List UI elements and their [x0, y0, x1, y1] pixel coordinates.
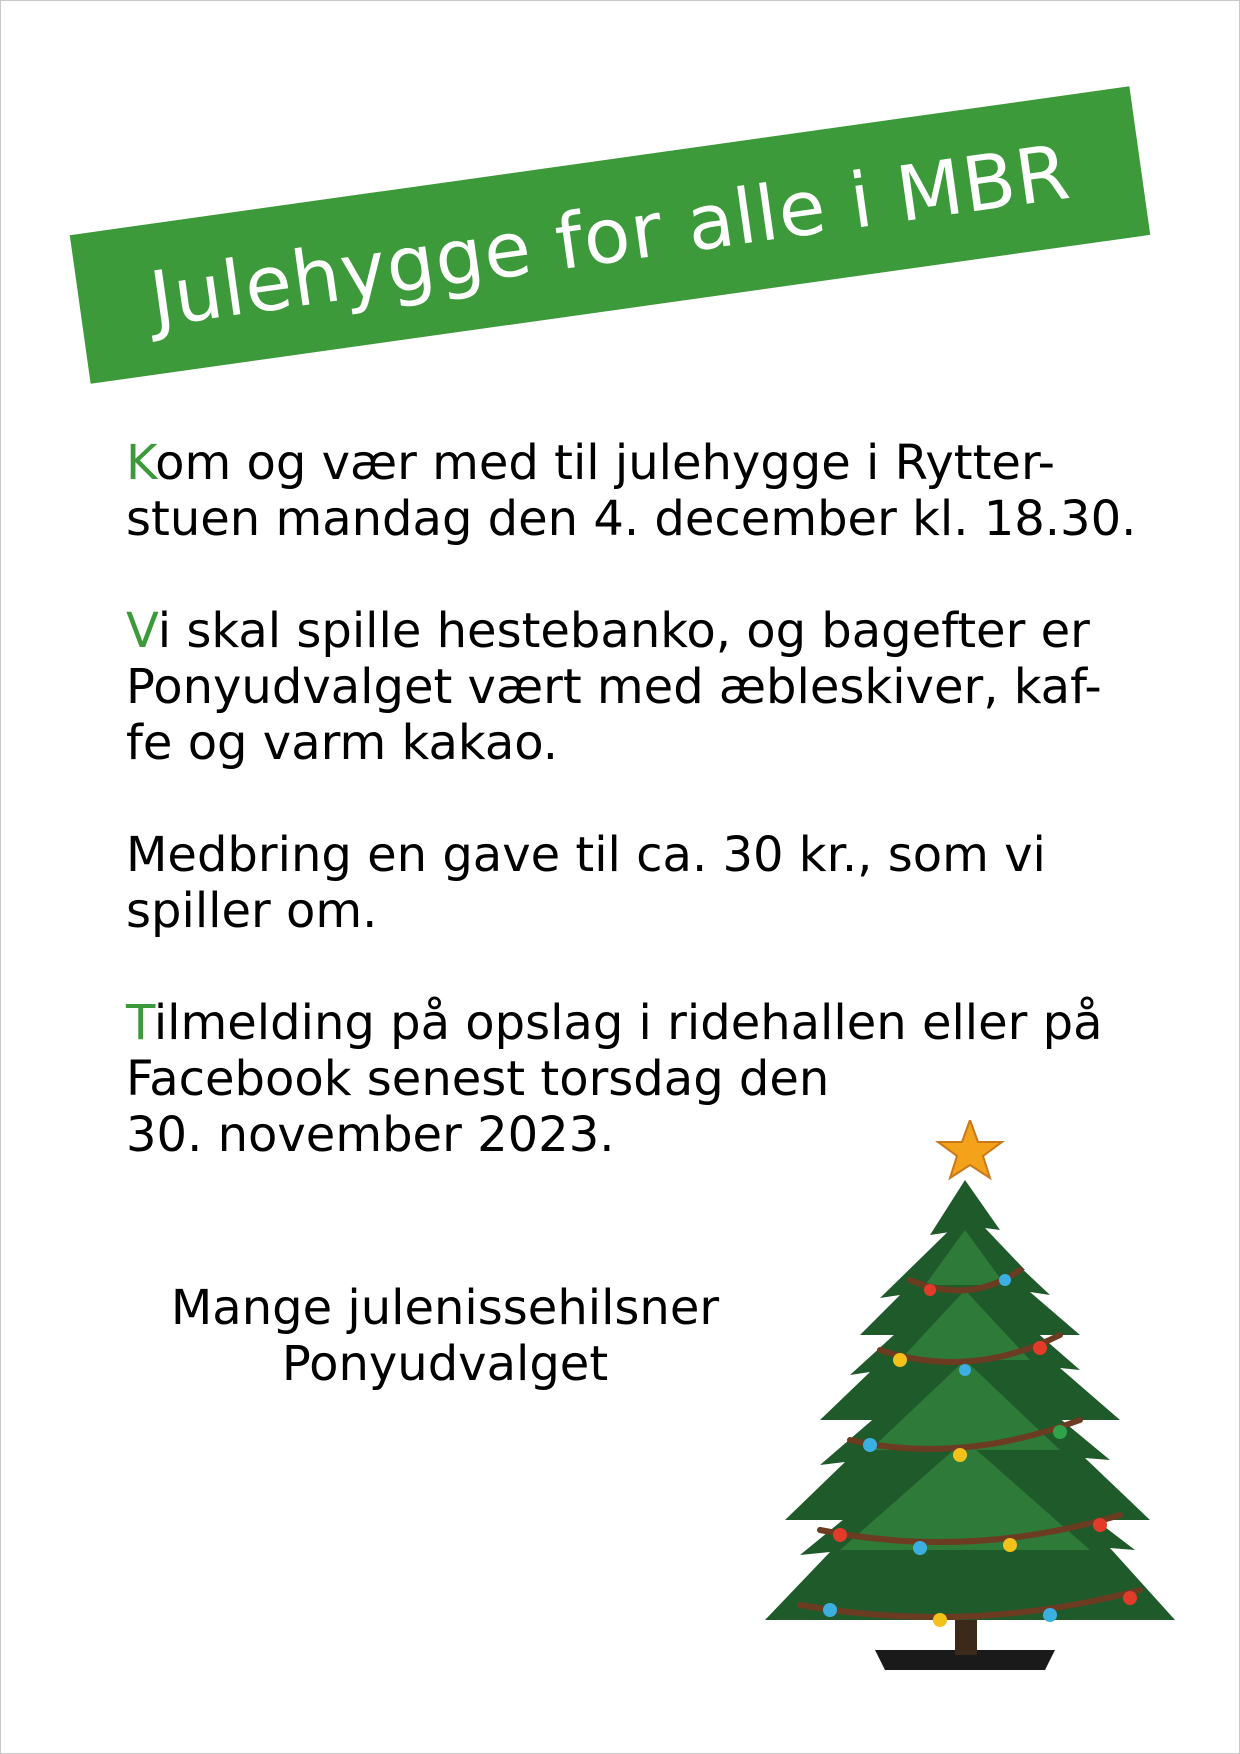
greeting-line: Mange julenissehilsner [170, 1280, 720, 1336]
text-line: Tilmelding på opslag i ridehallen eller på [126, 995, 1103, 1051]
announcement-body [126, 435, 1137, 1219]
sign-off [150, 1280, 740, 1392]
initial-letter: V [126, 603, 158, 659]
initial-letter: T [126, 995, 154, 1051]
paragraph-program [126, 603, 1126, 771]
text-line: spiller om. [126, 883, 378, 939]
paragraph-invitation [126, 435, 1137, 547]
page-title: Julehygge for alle i MBR [144, 126, 1076, 344]
text-line: 30. november 2023. [126, 1107, 615, 1163]
christmas-tree-icon [760, 1120, 1180, 1680]
text-line: Ponyudvalget vært med æbleskiver, kaf- [126, 659, 1102, 715]
initial-letter: K [126, 435, 156, 491]
paragraph-gift [126, 827, 1126, 939]
text-line: Vi skal spille hestebanko, og bagefter er [126, 603, 1090, 659]
text-line: Facebook senest torsdag den [126, 1051, 830, 1107]
text-line: fe og varm kakao. [126, 715, 559, 771]
text-line: Kom og vær med til julehygge i Rytter- [126, 435, 1055, 491]
signature-line: Ponyudvalget [281, 1336, 609, 1392]
text-line: Medbring en gave til ca. 30 kr., som vi [126, 827, 1046, 883]
text-line: stuen mandag den 4. december kl. 18.30. [126, 491, 1137, 547]
